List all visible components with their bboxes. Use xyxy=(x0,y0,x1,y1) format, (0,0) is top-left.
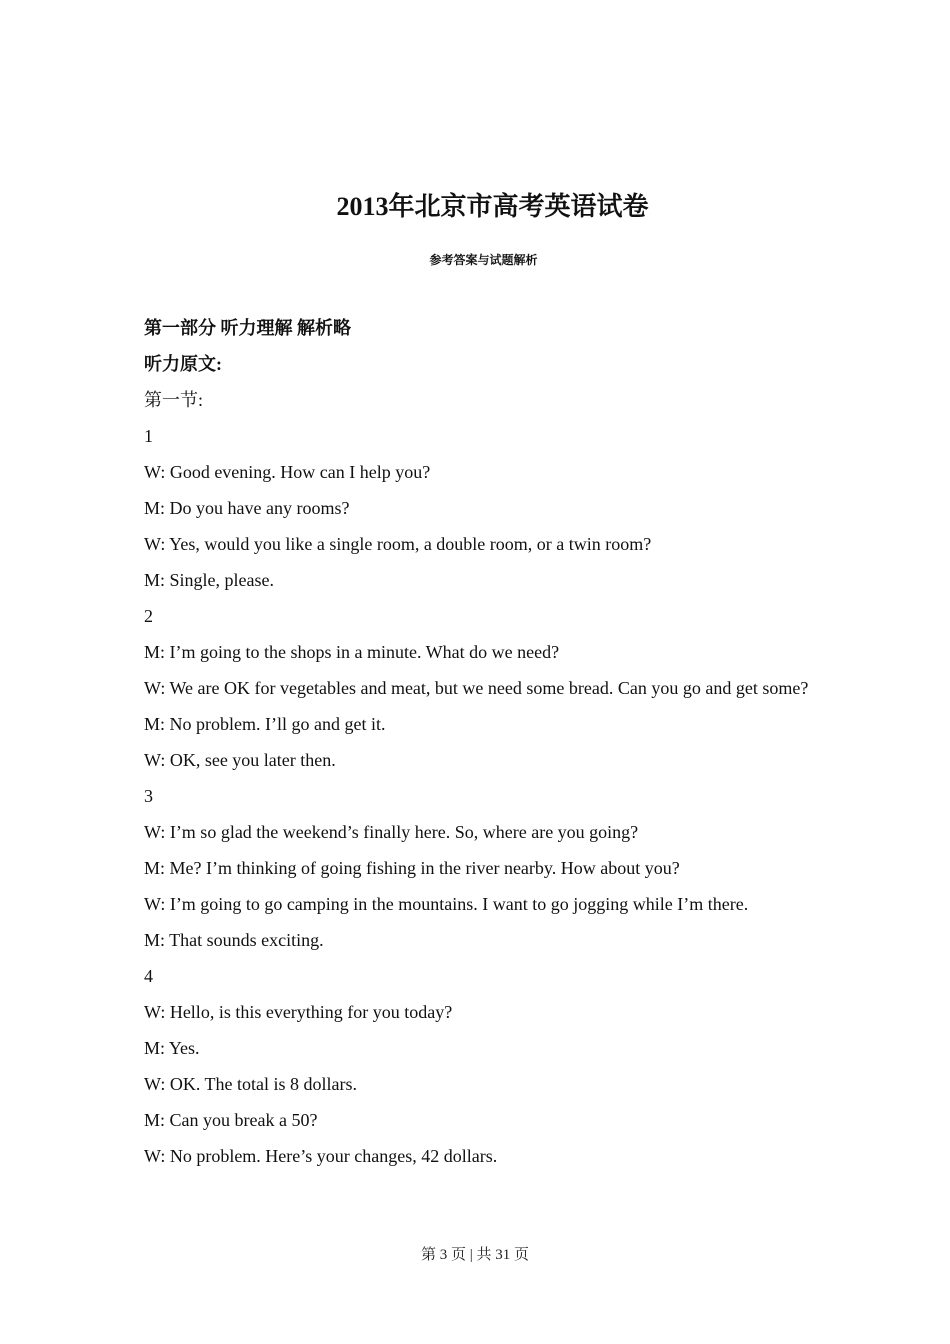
dialogue-number: 4 xyxy=(144,966,153,986)
part-label: 第一节: xyxy=(144,390,204,410)
dialogue-line: W: Good evening. How can I help you? xyxy=(144,462,431,482)
document-body xyxy=(144,310,812,1174)
dialogue-line: M: Do you have any rooms? xyxy=(144,498,350,518)
document-subtitle: 参考答案与试题解析 xyxy=(429,253,538,267)
page-footer: 第 3 页 | 共 31 页 xyxy=(420,1247,529,1263)
dialogue-line: M: Single, please. xyxy=(144,570,274,590)
dialogue-line: W: OK, see you later then. xyxy=(144,750,336,770)
dialogue-line: M: No problem. I’ll go and get it. xyxy=(144,714,386,734)
dialogue-line: W: OK. The total is 8 dollars. xyxy=(144,1074,357,1094)
dialogue-line: M: That sounds exciting. xyxy=(144,930,324,950)
dialogue-line: W: We are OK for vegetables and meat, but we need some bread. Can you go and get some? xyxy=(144,678,809,698)
dialogue-line: W: I’m so glad the weekend’s finally here. So, where are you going? xyxy=(144,822,639,842)
dialogue-line: M: Me? I’m thinking of going fishing in the river nearby. How about you? xyxy=(144,858,680,878)
dialogue-line: M: Can you break a 50? xyxy=(144,1110,318,1130)
dialogue-line: W: Hello, is this everything for you today? xyxy=(144,1002,453,1022)
dialogue-line: M: Yes. xyxy=(144,1038,200,1058)
dialogue-number: 2 xyxy=(144,606,153,626)
dialogue-line: M: I’m going to the shops in a minute. What do we need? xyxy=(144,642,560,662)
dialogue-number: 3 xyxy=(144,786,153,806)
dialogue-number: 1 xyxy=(144,426,153,446)
section-heading: 第一部分 听力理解 解析略 xyxy=(144,318,351,338)
document-title: 2013年北京市高考英语试卷 xyxy=(336,192,649,221)
dialogue-line: W: I’m going to go camping in the mountains. I want to go jogging while I’m there. xyxy=(144,894,749,914)
dialogue-line: W: Yes, would you like a single room, a double room, or a twin room? xyxy=(144,534,652,554)
transcript-label: 听力原文: xyxy=(144,354,222,374)
dialogue-line: W: No problem. Here’s your changes, 42 dollars. xyxy=(144,1146,498,1166)
